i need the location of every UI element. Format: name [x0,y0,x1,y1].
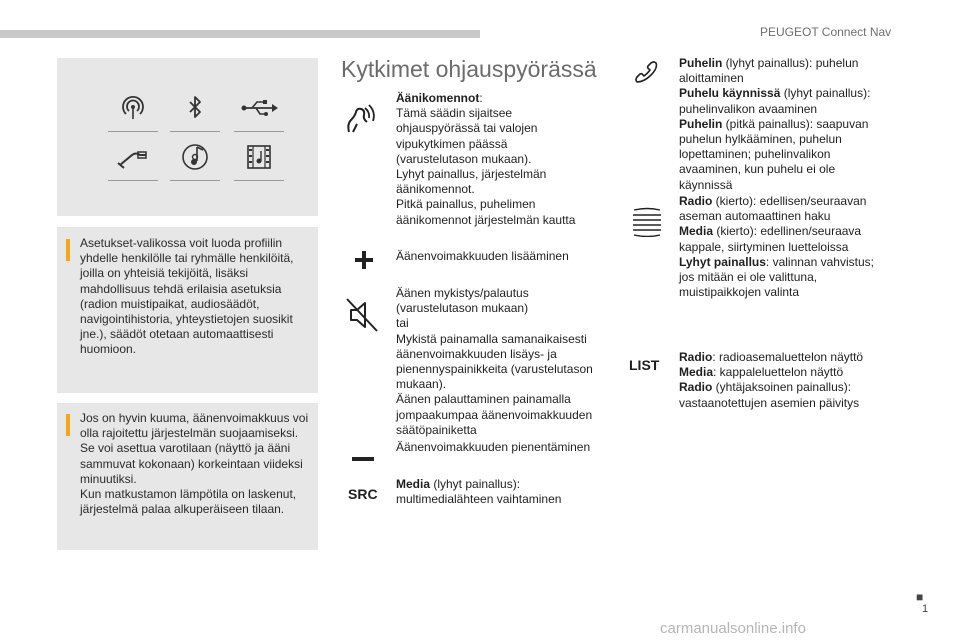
page-number: 1 [922,603,929,615]
phone-short-text: (lyhyt painallus): puhelun aloittaminen [679,56,859,86]
bluetooth-icon [170,92,220,132]
note-text: Asetukset-valikossa voit luoda profiilin yhdelle henkilölle tai ryhmälle henkilöitä, joilla on yhteisiä tekijöitä, lisäksi mahdollisuus tehdä erilaisia asetuksia (radion muistipaikat, audiosäädöt, navigointihistoria, yhteystietojen suosikit jne.), säädöt otetaan automaattisesti huomioon. [80,236,294,357]
phone-icon [633,60,659,91]
phone-long-label: Puhelin [679,116,723,131]
note-text: Jos on hyvin kuuma, äänenvoimakkuus voi olla rajoitettu järjestelmän suojaamiseksi. Se voi asettua varotilaan (näyttö ja ääni sammuvat kokonaan) korkeintaan viideksi minuutiksi. Kun matkustamon lämpötila on laskenut, järjestelmä palaa alkuperäiseen tilaan. [80,411,309,517]
media-source-text: (lyhyt painallus): multimedialähteen vaihtaminen [396,477,562,507]
thumbwheel-desc [679,194,889,300]
radio-list-text: : radioasemaluettelon näyttö [712,350,864,364]
info-icon [66,239,70,261]
media-label: Media [396,477,431,491]
header-title: PEUGEOT Connect Nav [760,25,892,39]
media-source-desc [396,477,576,507]
info-note-heat [57,403,318,550]
media-list-text: : kappaleluettelon näyttö [713,365,844,380]
info-note-profiles [57,227,318,393]
voice-command-icon [343,104,377,139]
radio-rotate-text: (kierto): edellisen/seuraavan aseman automaattinen haku [679,194,867,224]
aux-jack-icon [108,141,158,181]
mute-icon [345,297,379,338]
list-button-label: LIST [629,357,660,373]
volume-down-desc: Äänenvoimakkuuden pienentäminen [396,440,591,454]
radio-hold-label: Radio [679,380,713,395]
top-rule [0,30,480,38]
voice-command-text: : Tämä säädin sijaitsee ohjauspyörässä tai valojen vipukytkimen päässä (varustelutason mukaan). Lyhyt painallus, järjestelmän äänikomennot. Pitkä painallus, puhelimen äänikomennot järjestelmän kautta [396,91,576,227]
phone-desc [679,56,889,193]
wifi-hotspot-icon [108,92,158,132]
src-button-label: SRC [348,486,378,502]
phone-long-text: (pitkä painallus): saapuvan puhelun hylkääminen, puhelun lopettaminen; puhelinvalikon avaaminen, kun puhelu ei ole käynnissä [679,116,869,192]
volume-up-icon [354,250,374,275]
voice-command-desc [396,91,576,228]
short-press-text: : valinnan vahvistus; jos mitään ei ole valittuna, muistipaikkojen valinta [679,254,874,300]
list-desc [679,350,889,411]
media-rotate-label: Media [679,224,714,239]
mute-desc: Äänen mykistys/palautus (varustelutason mukaan) tai Mykistä painamalla samanaikaisesti äänenvoimakkuuden lisäys- ja pienennyspainikkeita (varustelutason mukaan). Äänen palauttaminen painamalla jompaakumpaa äänenvoimakkuuden säätöpainiketta [396,286,593,437]
radio-list-label: Radio [679,350,713,364]
media-list-label: Media [679,365,714,380]
radio-hold-text: (yhtäjaksoinen painallus): vastaanotettujen asemien päivitys [679,380,860,410]
short-press-label: Lyhyt painallus [679,254,766,269]
thumbwheel-icon [632,207,662,242]
info-icon [66,414,70,436]
video-film-icon [234,141,284,181]
voice-command-label: Äänikomennot [396,91,480,105]
watermark: carmanualsonline.info [660,620,806,637]
section-title: Kytkimet ohjauspyörässä [341,56,597,82]
media-rotate-text: (kierto): edellinen/seuraava kappale, siirtyminen luetteloissa [679,224,862,254]
cd-music-icon [170,141,220,181]
volume-down-icon [352,450,374,468]
call-active-label: Puhelu käynnissä [679,86,781,101]
footer-mark: ■ [916,590,924,604]
icons-panel [57,58,318,216]
call-active-text: (lyhyt painallus): puhelinvalikon avaaminen [679,86,871,116]
phone-short-label: Puhelin [679,56,723,70]
volume-up-desc: Äänenvoimakkuuden lisääminen [396,249,569,263]
radio-rotate-label: Radio [679,194,713,208]
usb-icon [234,92,284,132]
